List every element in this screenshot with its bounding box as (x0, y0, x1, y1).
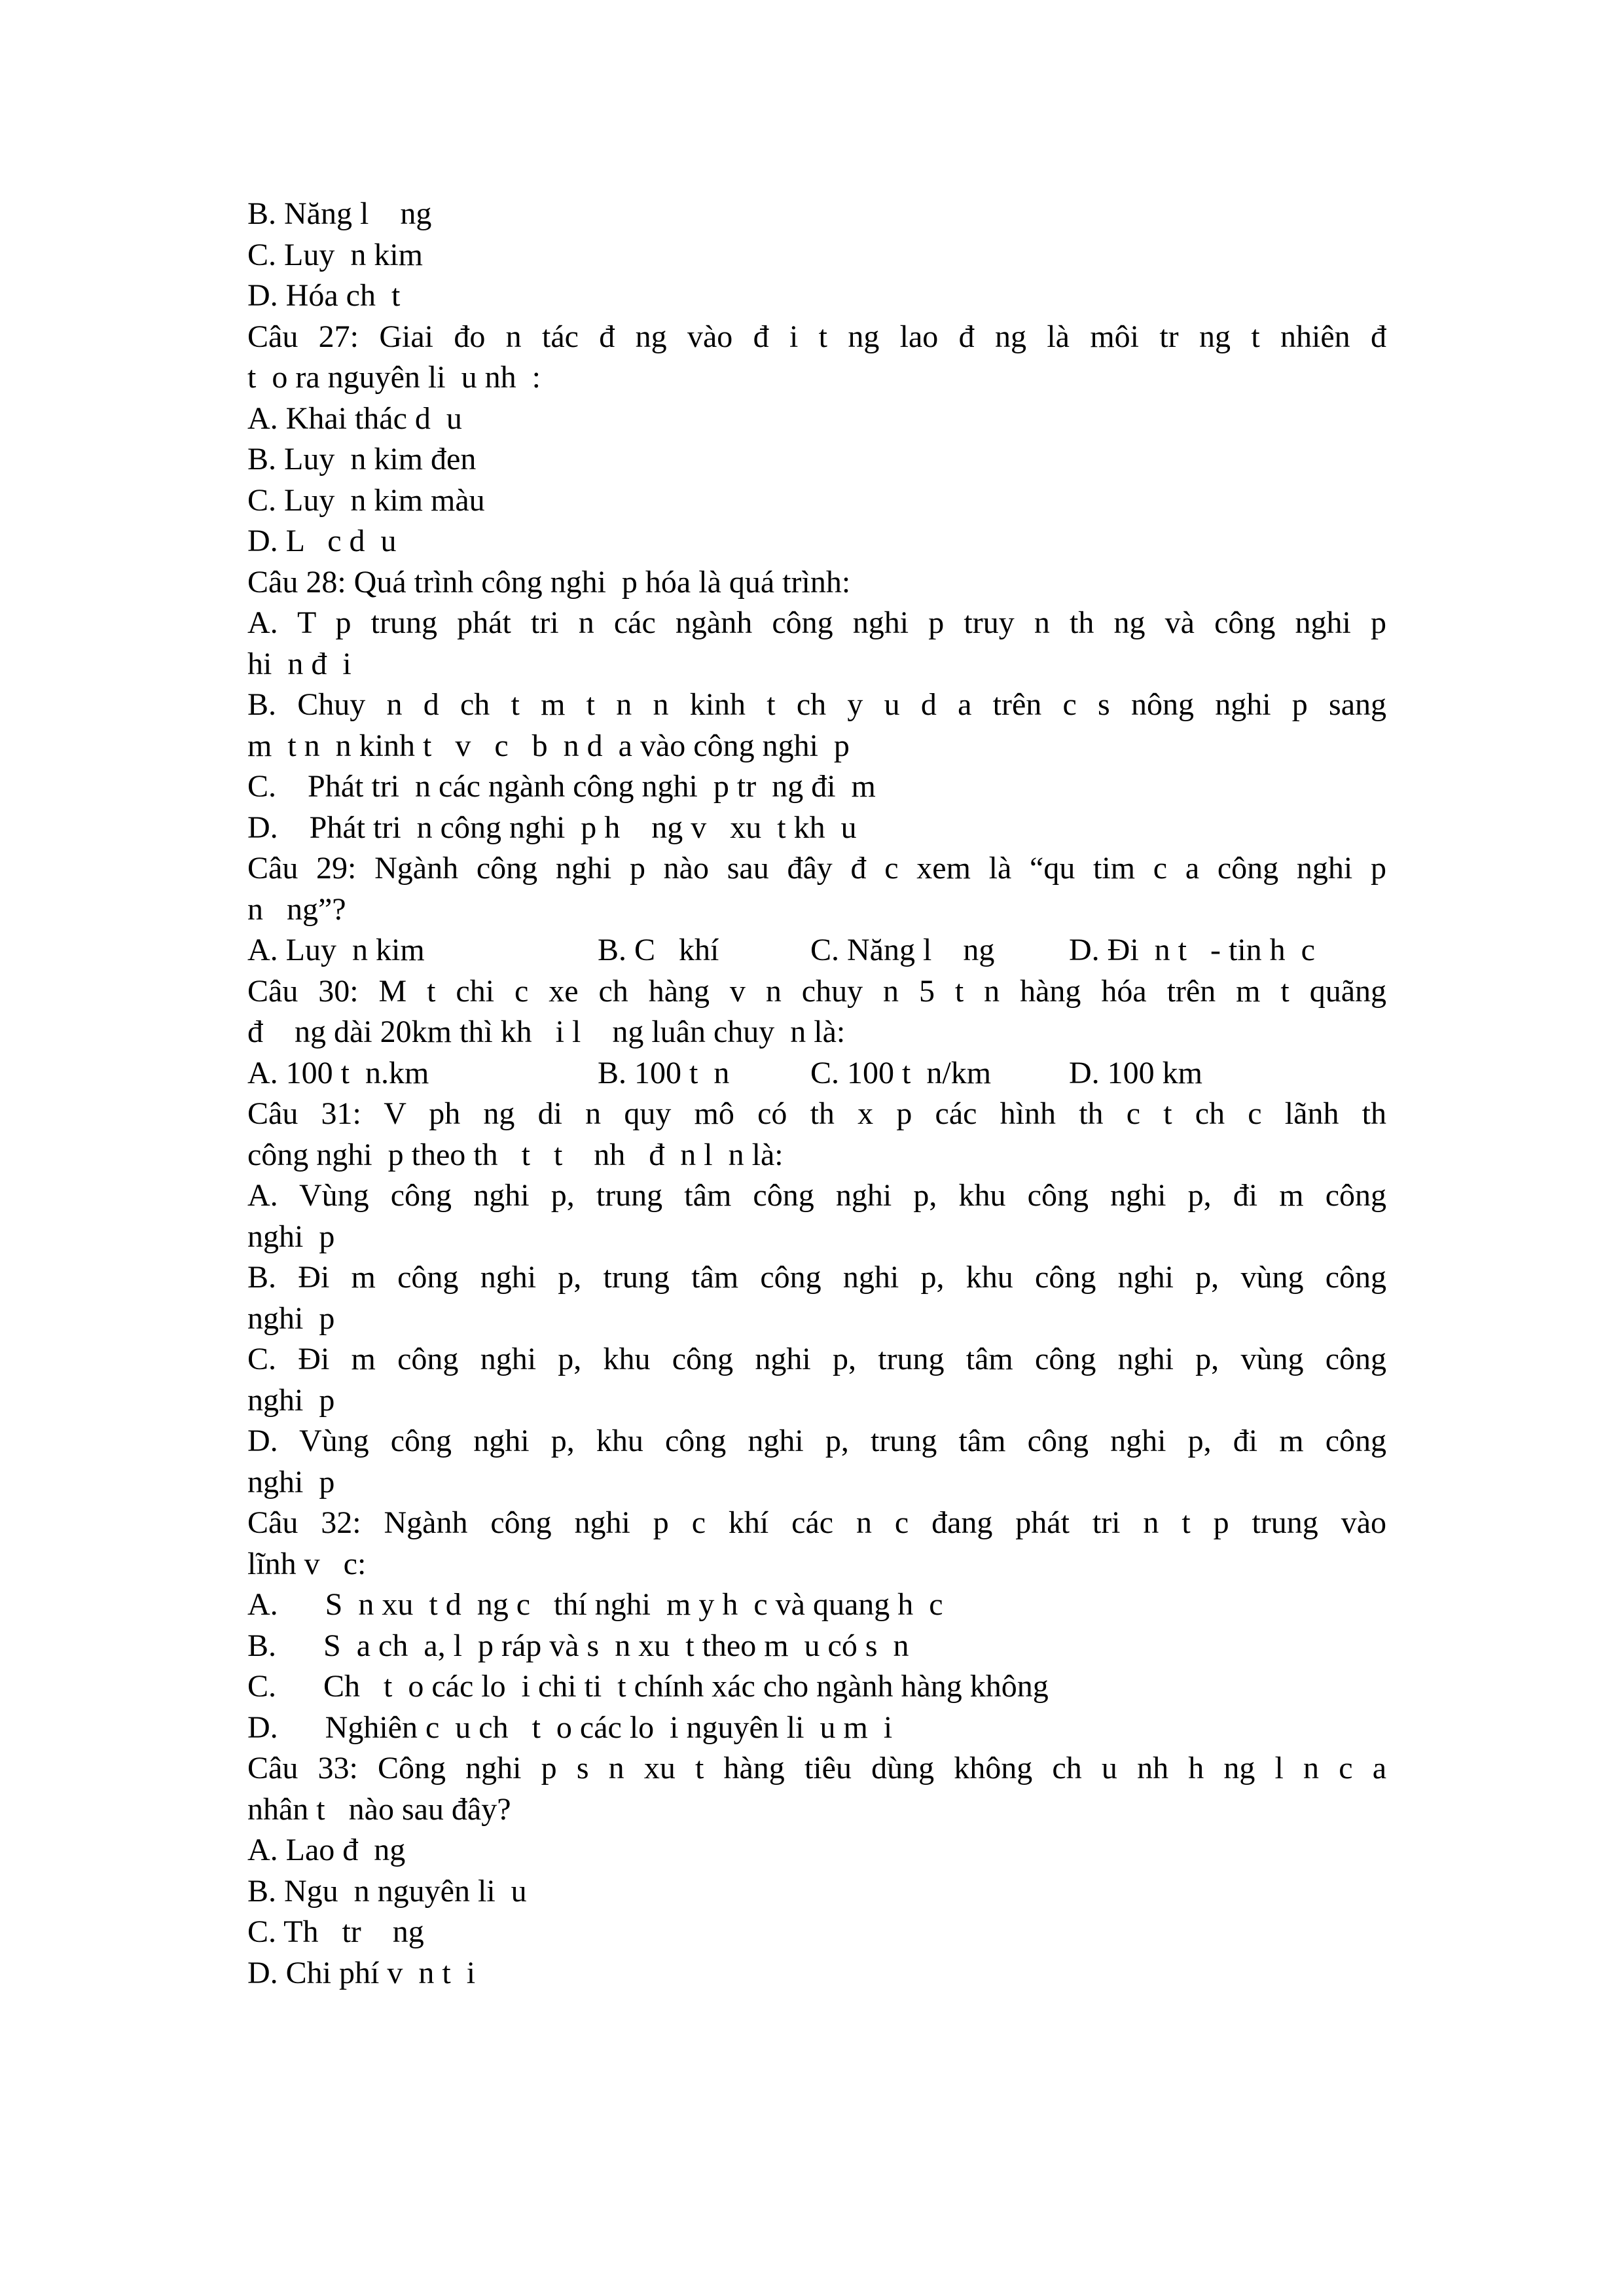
text-line: t o ra nguyên li u nh : (247, 360, 541, 395)
text-line: D. Phát tri n công nghi p h ng v xu t kh u (247, 810, 857, 845)
text-line: C. Phát tri n các ngành công nghi p tr ng đi m (247, 769, 876, 804)
answer-option: B. 100 t n (598, 1055, 730, 1090)
answer-option: D. Đi n t - tin h c (1069, 933, 1315, 967)
text-line: công nghi p theo th t t nh đ n l n là: (247, 1137, 784, 1172)
text-line: lĩnh v c: (247, 1546, 367, 1581)
text-line: D. Hóa ch t (247, 278, 401, 313)
text-line: Câu 27: Giai đo n tác đ ng vào đ i t ng lao đ ng là môi tr ng t nhiên đ (247, 319, 1386, 354)
text-line: hi n đ i (247, 646, 352, 681)
answer-option: B. C khí (598, 933, 719, 967)
text-line: A. S n xu t d ng c thí nghi m y h c và quang h c (247, 1587, 943, 1622)
answer-option: C. Năng l ng (810, 933, 995, 967)
text-line: Câu 31: V ph ng di n quy mô có th x p các hình th c t ch c lãnh th (247, 1096, 1386, 1131)
text-line: B. Luy n kim đen (247, 442, 477, 476)
text-line: Câu 28: Quá trình công nghi p hóa là quá trình: (247, 564, 851, 600)
text-line: A. Lao đ ng (247, 1833, 406, 1867)
text-line: C. Ch t o các lo i chi ti t chính xác cho ngành hàng không (247, 1669, 1049, 1704)
answer-option: A. Luy n kim (247, 933, 425, 967)
text-line: nghi p (247, 1219, 335, 1254)
answer-option: C. 100 t n/km (810, 1055, 992, 1090)
text-line: D. Vùng công nghi p, khu công nghi p, trung tâm công nghi p, đi m công (247, 1424, 1386, 1458)
answer-option: A. 100 t n.km (247, 1055, 429, 1090)
text-line: nghi p (247, 1464, 335, 1499)
answer-option: D. 100 km (1069, 1055, 1202, 1090)
text-line: B. Chuy n d ch t m t n n kinh t ch y u d a trên c s nông nghi p sang (247, 687, 1386, 722)
text-line: B. Năng l ng (247, 196, 432, 231)
text-line: B. Ngu n nguyên li u (247, 1873, 527, 1909)
text-line: Câu 33: Công nghi p s n xu t hàng tiêu dùng không ch u nh h ng l n c a (247, 1751, 1386, 1785)
text-line: D. Chi phí v n t i (247, 1955, 476, 1990)
text-line: C. Luy n kim (247, 237, 424, 272)
text-line: Câu 29: Ngành công nghi p nào sau đây đ c xem là “qu tim c a công nghi p (247, 851, 1386, 886)
text-line: Câu 32: Ngành công nghi p c khí các n c đang phát tri n t p trung vào (247, 1505, 1386, 1540)
text-line: nhân t nào sau đây? (247, 1791, 511, 1827)
document-page (247, 194, 1386, 1994)
text-line: B. S a ch a, l p ráp và s n xu t theo m u có s n (247, 1628, 909, 1663)
text-line: nghi p (247, 1382, 335, 1418)
answer-options-row (247, 1053, 1386, 1094)
text-line: A. Khai thác d u (247, 401, 462, 436)
text-line: D. L c d u (247, 524, 397, 558)
text-line: B. Đi m công nghi p, trung tâm công nghi p, khu công nghi p, vùng công (247, 1260, 1386, 1295)
text-line: A. Vùng công nghi p, trung tâm công nghi p, khu công nghi p, đi m công (247, 1178, 1386, 1213)
text-line: n ng”? (247, 891, 346, 927)
text-line: nghi p (247, 1300, 335, 1336)
text-line: m t n n kinh t v c b n d a vào công nghi p (247, 728, 850, 763)
text-line: Câu 30: M t chi c xe ch hàng v n chuy n 5 t n hàng hóa trên m t quãng (247, 973, 1386, 1009)
text-line: A. T p trung phát tri n các ngành công nghi p truy n th ng và công nghi p (247, 605, 1386, 640)
text-line: C. Th tr ng (247, 1914, 424, 1949)
text-line: C. Luy n kim màu (247, 482, 485, 518)
text-line: D. Nghiên c u ch t o các lo i nguyên li u m i (247, 1710, 893, 1745)
text-line: đ ng dài 20km thì kh i l ng luân chuy n là: (247, 1014, 846, 1049)
text-line: C. Đi m công nghi p, khu công nghi p, trung tâm công nghi p, vùng công (247, 1342, 1386, 1376)
answer-options-row (247, 930, 1386, 971)
